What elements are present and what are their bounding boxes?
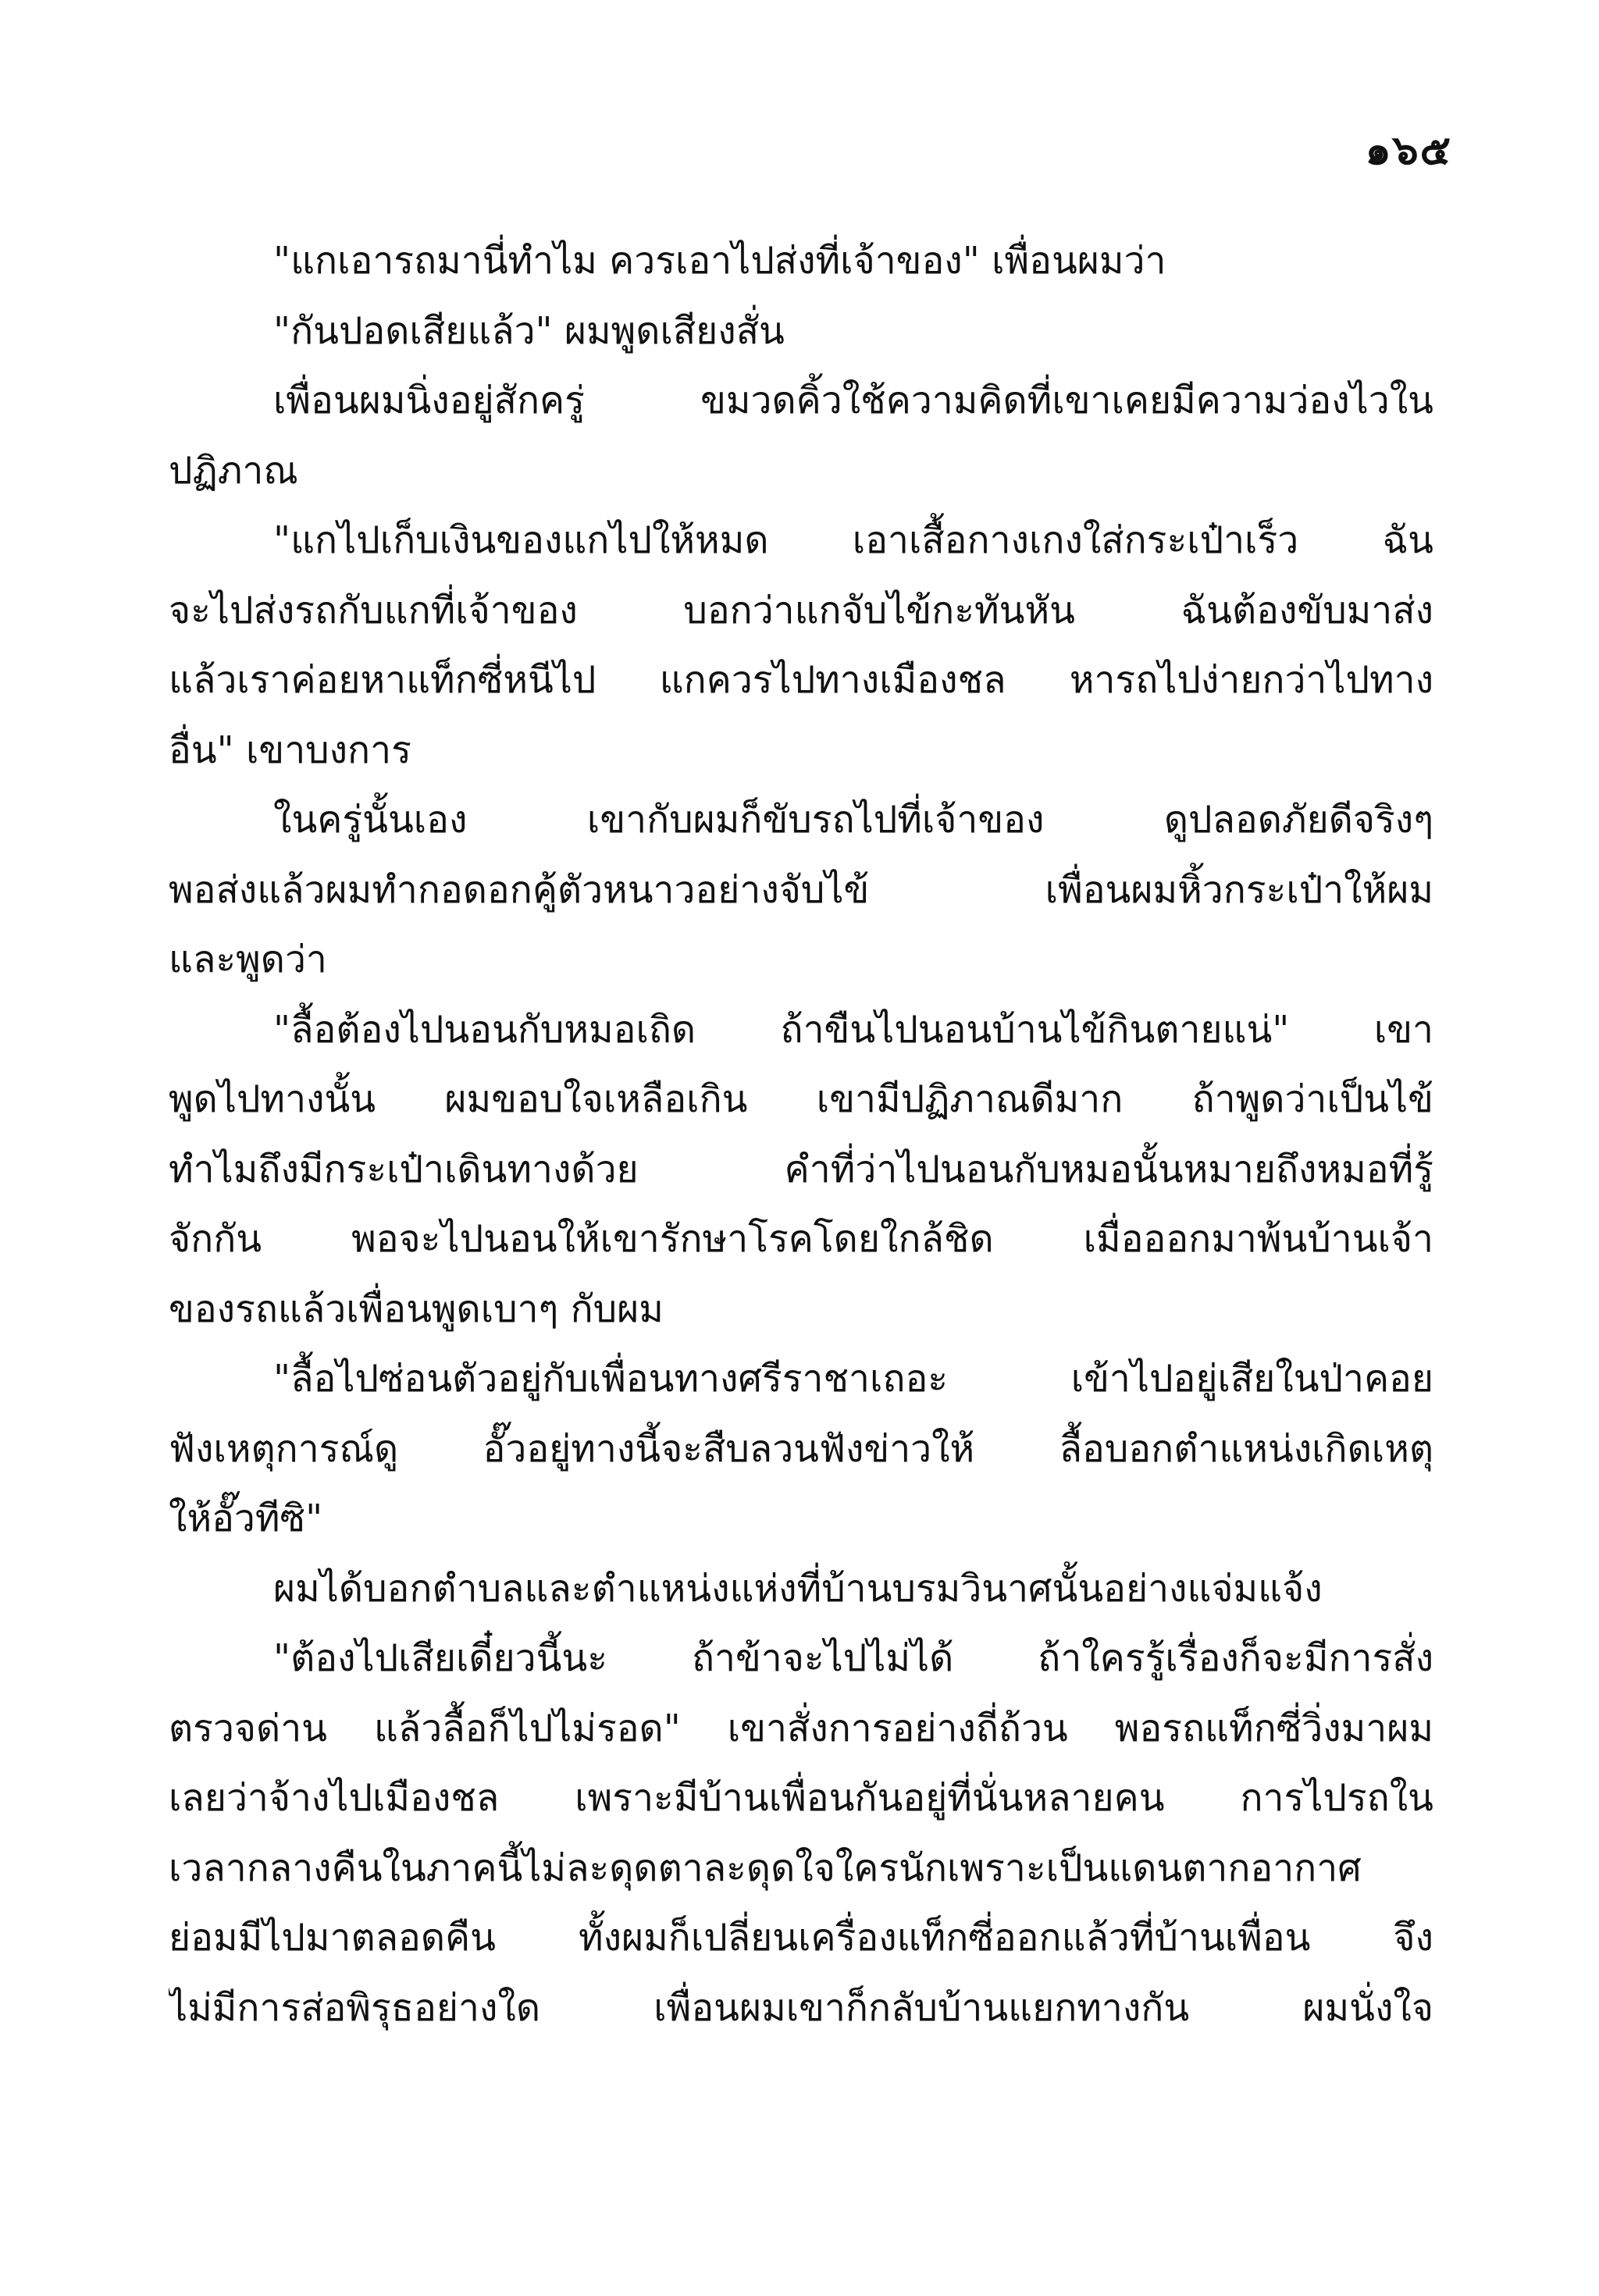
- text-line: "ลื้อไปซ่อนตัวอยู่กับเพื่อนทางศรีราชาเถอะ เข้าไปอยู่เสียในป่าคอย: [273, 1357, 1433, 1401]
- text-line: เลยว่าจ้างไปเมืองชล เพราะมีบ้านเพื่อนกันอยู่ที่นั่นหลายคน การไปรถใน: [169, 1776, 1433, 1820]
- text-line: แล้วเราค่อยหาแท็กซี่หนีไป แกควรไปทางเมืองชล หารถไปง่ายกว่าไปทาง: [169, 658, 1433, 702]
- text-line: ปฏิภาณ: [169, 448, 298, 493]
- text-line: เพื่อนผมนิ่งอยู่สักครู่ ขมวดคิ้วใช้ความคิดที่เขาเคยมีความว่องไวใน: [273, 379, 1433, 422]
- text-line: ย่อมมีไปมาตลอดคืน ทั้งผมก็เปลี่ยนเครื่องแท็กซี่ออกแล้วที่บ้านเพื่อน จึง: [169, 1916, 1433, 1960]
- page-number: ๑๖๕: [1365, 126, 1452, 174]
- text-line: ทำไมถึงมีกระเป๋าเดินทางด้วย คำที่ว่าไปนอนกับหมอนั้นหมายถึงหมอที่รู้: [169, 1147, 1433, 1191]
- text-line: ฟังเหตุการณ์ดู อั๊วอยู่ทางนี้จะสืบลวนฟังข่าวให้ ลื้อบอกตำแหน่งเกิดเหตุ: [169, 1426, 1433, 1471]
- text-line: ผมได้บอกตำบลและตำแหน่งแห่งที่บ้านบรมวินาศนั้นอย่างแจ่มแจ้ง: [273, 1566, 1323, 1611]
- text-line: "กันปอดเสียแล้ว" ผมพูดเสียงสั่น: [273, 308, 785, 353]
- text-line: ตรวจด่าน แล้วลื้อก็ไปไม่รอด" เขาสั่งการอย่างถี่ถ้วน พอรถแท็กซี่วิ่งมาผม: [169, 1706, 1433, 1750]
- text-line: และพูดว่า: [169, 938, 327, 981]
- text-line: "ลื้อต้องไปนอนกับหมอเถิด ถ้าขืนไปนอนบ้านไข้กินตายแน่" เขา: [273, 1007, 1433, 1052]
- text-line: "แกเอารถมานี่ทำไม ควรเอาไปส่งที่เจ้าของ" เพื่อนผมว่า: [273, 239, 1166, 283]
- text-line: จะไปส่งรถกับแกที่เจ้าของ บอกว่าแกจับไข้กะทันหัน ฉันต้องขับมาส่ง: [169, 588, 1433, 632]
- text-line: ไม่มีการส่อพิรุธอย่างใด เพื่อนผมเขาก็กลับบ้านแยกทางกัน ผมนั่งใจ: [169, 1985, 1433, 2030]
- body-text: [169, 226, 1433, 2043]
- text-line: พอส่งแล้วผมทำกอดอกคู้ตัวหนาวอย่างจับไข้ เพื่อนผมหิ้วกระเป๋าให้ผม: [169, 867, 1433, 912]
- text-line: ในครู่นั้นเอง เขากับผมก็ขับรถไปที่เจ้าของ ดูปลอดภัยดีจริงๆ: [273, 798, 1433, 842]
- text-line: พูดไปทางนั้น ผมขอบใจเหลือเกิน เขามีปฏิภาณดีมาก ถ้าพูดว่าเป็นไข้: [169, 1077, 1433, 1121]
- text-line: เวลากลางคืนในภาคนี้ไม่ละดุดตาละดุดใจใครนักเพราะเป็นแดนตากอากาศ: [169, 1846, 1362, 1890]
- text-line: ให้อั๊วทีซิ": [169, 1497, 323, 1540]
- text-line: ของรถแล้วเพื่อนพูดเบาๆ กับผม: [169, 1287, 664, 1331]
- text-line: จักกัน พอจะไปนอนให้เขารักษาโรคโดยใกล้ชิด เมื่อออกมาพ้นบ้านเจ้า: [169, 1217, 1433, 1261]
- text-line: "แกไปเก็บเงินของแกไปให้หมด เอาเสื้อกางเกงใส่กระเป๋าเร็ว ฉัน: [273, 518, 1433, 562]
- text-line: "ต้องไปเสียเดี๋ยวนี้นะ ถ้าข้าจะไปไม่ได้ ถ้าใครรู้เรื่องก็จะมีการสั่ง: [273, 1636, 1433, 1680]
- text-line: อื่น" เขาบงการ: [169, 728, 411, 772]
